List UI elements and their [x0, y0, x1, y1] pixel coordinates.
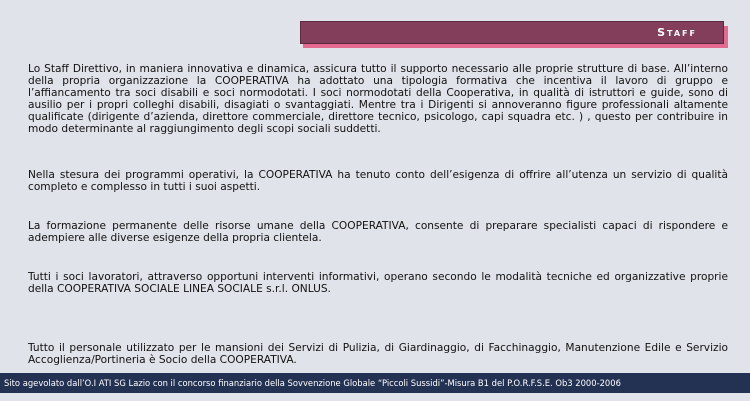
- paragraph-personale: Tutto il personale utilizzato per le mansioni dei Servizi di Pulizia, di Giardinaggio, di Facchinaggio, Manutenzione Edile e Servizio Accoglienza/Portineria è Socio della COOPERATIVA.: [28, 342, 728, 366]
- paragraph-staff-direttivo: Lo Staff Direttivo, in maniera innovativa e dinamica, assicura tutto il supporto necessario alle proprie strutture di base. All’interno della propria organizzazione la COOPERATIVA ha adottato una tipologia formativa che incentiva il lavoro di gruppo e l’affiancamento tra soci disabili e soci normodotati. I soci normodotati della Cooperativa, in qualità di istruttori e guide, sono di ausilio per i propri colleghi disabili, disagiati o svantaggiati. Mentre tra i Dirigenti si annoveranno figure professionali altamente qualificate (dirigente d’azienda, direttore commerciale, direttore tecnico, psicologo, capi squadra etc. ) , questo per contribuire in modo determinante al raggiungimento degli scopi sociali suddetti.: [28, 63, 728, 135]
- section-header-bar: [300, 21, 724, 44]
- footer-text: Sito agevolato dall’O.I ATI SG Lazio con il concorso finanziario della Sovvenzione Globale “Piccoli Sussidi”-Misura B1 del P.O.R.F.S.E. Ob3 2000-2006: [4, 378, 621, 388]
- paragraph-formazione: La formazione permanente delle risorse umane della COOPERATIVA, consente di preparare specialisti capaci di rispondere e adempiere alle diverse esigenze della propria clientela.: [28, 220, 728, 244]
- section-header: [300, 21, 728, 48]
- footer-bar: [0, 373, 750, 393]
- section-title: Staff: [657, 26, 697, 39]
- footer-bottom-strip: [0, 393, 750, 401]
- paragraph-soci-lavoratori: Tutti i soci lavoratori, attraverso opportuni interventi informativi, operano secondo le modalità tecniche ed organizzative proprie della COOPERATIVA SOCIALE LINEA SOCIALE s.r.l. ONLUS.: [28, 271, 728, 295]
- paragraph-programmi-operativi: Nella stesura dei programmi operativi, la COOPERATIVA ha tenuto conto dell’esigenza di offrire all’utenza un servizio di qualità completo e complesso in tutti i suoi aspetti.: [28, 169, 728, 193]
